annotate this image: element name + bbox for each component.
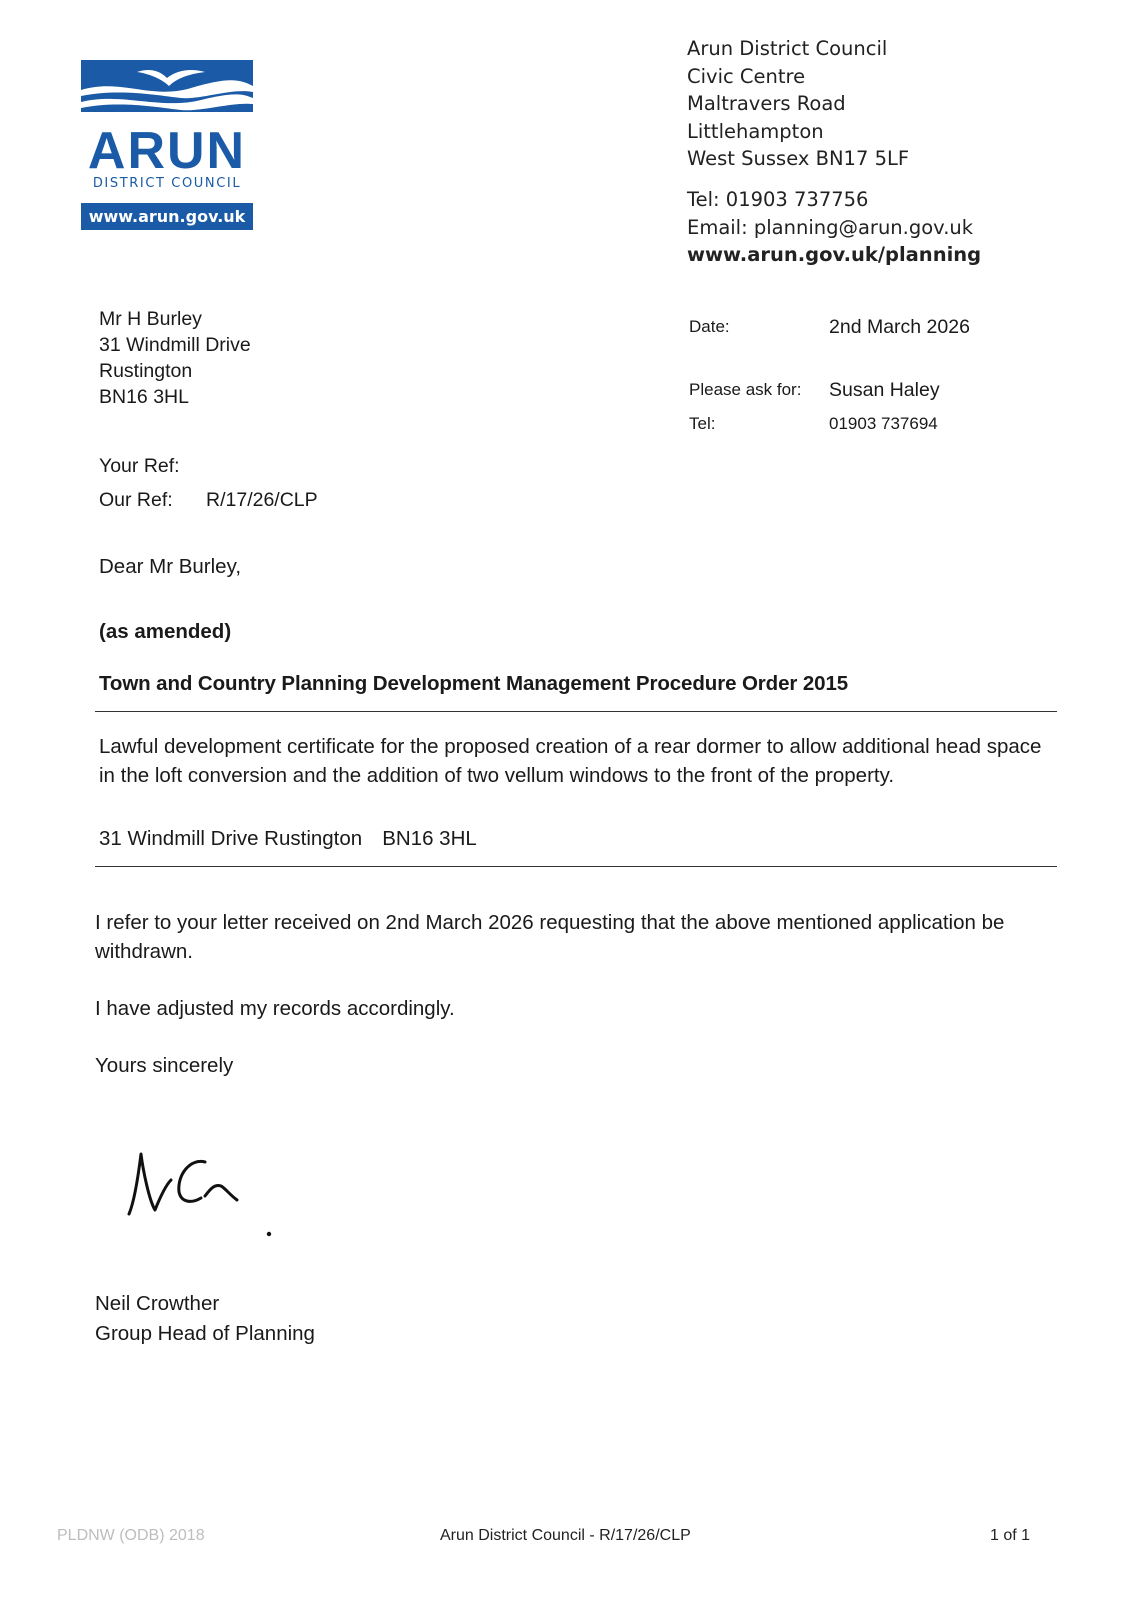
arun-council-logo (81, 60, 253, 233)
footer-form-code: PLDNW (ODB) 2018 (57, 1527, 205, 1544)
salutation: Dear Mr Burley, (99, 555, 242, 578)
council-address-line: Maltravers Road (687, 92, 846, 116)
council-email: Email: planning@arun.gov.uk (687, 215, 974, 239)
heading-amended: (as amended) (99, 620, 232, 643)
contact-tel-label: Tel: (689, 414, 716, 433)
signature-icon (125, 1140, 285, 1240)
logo-url: www.arun.gov.uk (88, 207, 246, 226)
council-address-line: Littlehampton (687, 119, 824, 143)
date-label: Date: (689, 317, 730, 336)
heading-order: Town and Country Planning Development Management Procedure Order 2015 (99, 672, 849, 695)
our-ref-label: Our Ref: (99, 489, 173, 511)
logo-wordmark: ARUN (87, 122, 247, 180)
closing: Yours sincerely (95, 1054, 234, 1077)
council-web: www.arun.gov.uk/planning (687, 243, 982, 267)
divider (95, 866, 1057, 867)
council-tel: Tel: 01903 737756 (687, 187, 869, 211)
divider (95, 711, 1057, 712)
logo-subtitle: DISTRICT COUNCIL (92, 176, 242, 191)
site-postcode: BN16 3HL (382, 827, 477, 850)
recipient-line: BN16 3HL (99, 386, 189, 408)
your-ref-label: Your Ref: (99, 455, 180, 477)
date-value: 2nd March 2026 (829, 316, 970, 338)
signer-name: Neil Crowther (95, 1292, 220, 1315)
contact-tel-value: 01903 737694 (829, 414, 938, 433)
ask-for-value: Susan Haley (829, 379, 940, 401)
signature-image (125, 1140, 285, 1240)
body-paragraph: I refer to your letter received on 2nd March 2026 requesting that the above mentioned application be withdrawn. (95, 911, 1005, 963)
proposal-description: Lawful development certificate for the proposed creation of a rear dormer to allow additional head space in the loft conversion and the addition of two vellum windows to the front of the property. (99, 735, 1042, 787)
recipient-line: Rustington (99, 360, 193, 382)
page-number: 1 of 1 (990, 1527, 1031, 1544)
council-address-line: Civic Centre (687, 64, 806, 88)
recipient-line: Mr H Burley (99, 308, 202, 330)
signer-title: Group Head of Planning (95, 1322, 315, 1345)
site-address: 31 Windmill Drive Rustington (99, 827, 363, 850)
recipient-line: 31 Windmill Drive (99, 334, 251, 356)
recipient-address (99, 306, 251, 410)
council-address-block (687, 35, 981, 269)
body-paragraph: I have adjusted my records accordingly. (95, 997, 455, 1020)
proposal-site (99, 827, 477, 851)
council-address-line: West Sussex BN17 5LF (687, 147, 910, 171)
our-ref-value: R/17/26/CLP (206, 489, 318, 511)
footer-reference: Arun District Council - R/17/26/CLP (440, 1527, 691, 1544)
council-address-line: Arun District Council (687, 37, 888, 60)
logo-graphic (81, 60, 253, 233)
signer-block (95, 1289, 315, 1349)
ask-for-label: Please ask for: (689, 380, 802, 399)
